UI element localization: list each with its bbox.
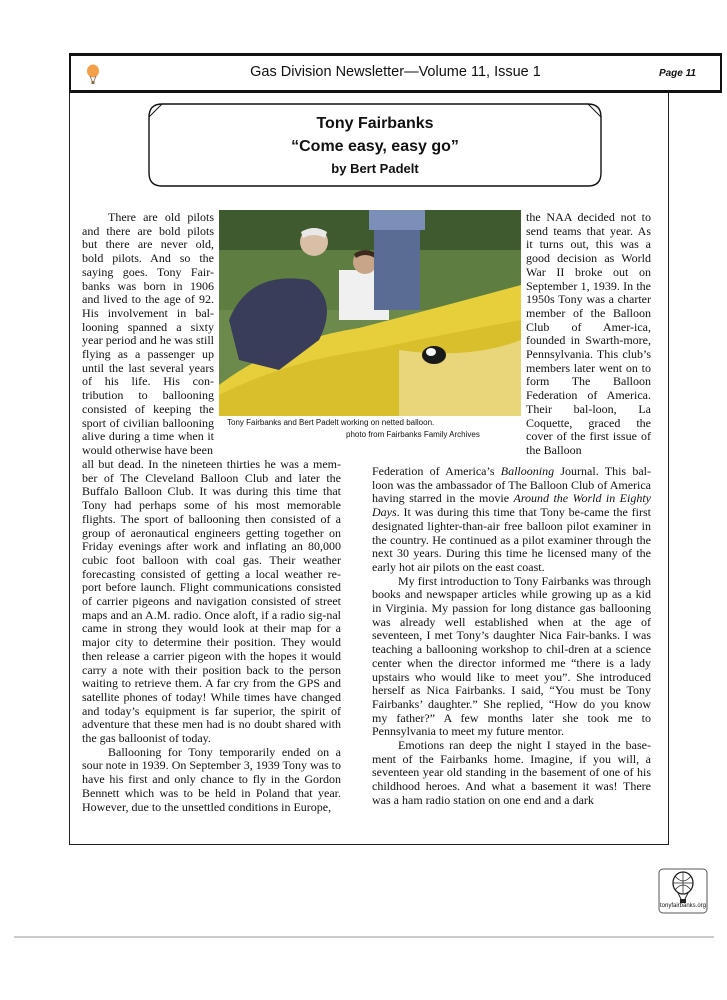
lower-left-column	[82, 458, 341, 814]
paragraph: Ballooning for Tony temporarily ended on a sour note in 1939. On September 3, 1939 Tony was to have his first and only chance to fly in the Gordon Bennett which was to be held in Poland that year. However, due to the unsettled conditions in Europe,	[82, 744, 341, 814]
newsletter-header	[69, 53, 722, 93]
paragraph: Federation of America’s Ballooning Journal. This bal-loon was the ambassador of The Balloon Club of America having starred in the movie Around the World in Eighty Days. It was during this time that Tony be-came the first designated lighter-than-air free balloon pilot examiner in the country. He continued as a pilot examiner through the next 30 years. During this time he licensed many of the early hot air pilots on the east coast.	[372, 464, 651, 574]
article-subtitle: “Come easy, easy go”	[291, 138, 459, 155]
article-title-box	[148, 103, 602, 187]
left-column	[82, 211, 214, 458]
paragraph: all but dead. In the nineteen thirties he was a mem-ber of The Cleveland Balloon Club and later the Buffalo Balloon Club. It was during this time that Tony had perhaps some of his most memorable flights. The sport of ballooning then consisted of a group of aeronautical engineers getting together on Friday evenings after work and inflating an 80,000 cubic foot balloon with coal gas. Their weather forecasting consisted of getting a local weather re-port before launch. Flight communications consisted of carrier pigeons and navigation consisted of street maps and an A.M. radio. Once aloft, if a radio sig-nal came in strong they would look at their map for a major city to determine their position. They would then release a carrier pigeon with the hopes it would carry a note with their position back to the person waiting to retrieve them. A far cry from the GPS and satellite phones of today! While times have changed and today’s equipment is far superior, the spirit of adventure that these men had is no doubt shared with the gas balloonist of today.	[82, 457, 341, 746]
paragraph: the NAA decided not to send teams that year. As it turns out, this was a good decision as World War II broke out on September 1, 1939. In the 1950s Tony was a charter member of the Balloon Club of Amer-ica, founded in Swarth-more, Pennsylvania. This club’s members later went on to form The Balloon Federation of America. Their bal-loon, La Coquette, graced the cover of the first issue of the Balloon	[526, 210, 651, 457]
lower-right-column	[372, 465, 651, 808]
photo-caption: Tony Fairbanks and Bert Padelt working on netted balloon.	[227, 418, 435, 427]
photo-credit: photo from Fairbanks Family Archives	[346, 430, 480, 439]
paragraph: There are old pilots and there are bold pilots but there are never old, bold pilots. And so the saying goes. Tony Fair-banks was born in 1906 and lived to the age of 92. His involvement in bal-looning spanned a sixty year period and he was still flying as a passenger up until the last several years of his life. His con-tribution to ballooning consisted of keeping the sport of civilian ballooning alive during a time when it would otherwise have been	[82, 210, 214, 457]
right-column	[526, 211, 651, 458]
footer-rule	[14, 936, 714, 938]
newsletter-title: Gas Division Newsletter—Volume 11, Issue 1	[250, 64, 541, 80]
article-title: Tony Fairbanks	[316, 115, 434, 132]
balloon-photo	[219, 210, 521, 416]
paragraph: Emotions ran deep the night I stayed in the base-ment of the Fairbanks home. Imagine, if you will, a seventeen year old standing in the basement of one of his childhood heroes. And what a basement it was! There was a ham radio station on one end and a dark	[372, 738, 651, 807]
paragraph: My first introduction to Tony Fairbanks was through books and newspaper articles while growing up as a kid in Virginia. My passion for long distance gas ballooning was already well established when at the age of seventeen, I met Tony’s daughter Nica Fair-banks. I was teaching a ballooning workshop to chil-dren at a science center when the director informed me “there is a lady upstairs who would like to meet you”. She introduced herself as Nica Fairbanks. I said, “You must be Tony Fairbanks’ daughter.” She replied, “How do you know my father?” A few months later she took me to Pennsylvania to meet my future mentor.	[372, 573, 651, 739]
logo-text: tonyfairbanks.org	[659, 903, 707, 909]
page-number: Page 11	[658, 68, 696, 79]
article-byline: by Bert Padelt	[331, 161, 419, 176]
